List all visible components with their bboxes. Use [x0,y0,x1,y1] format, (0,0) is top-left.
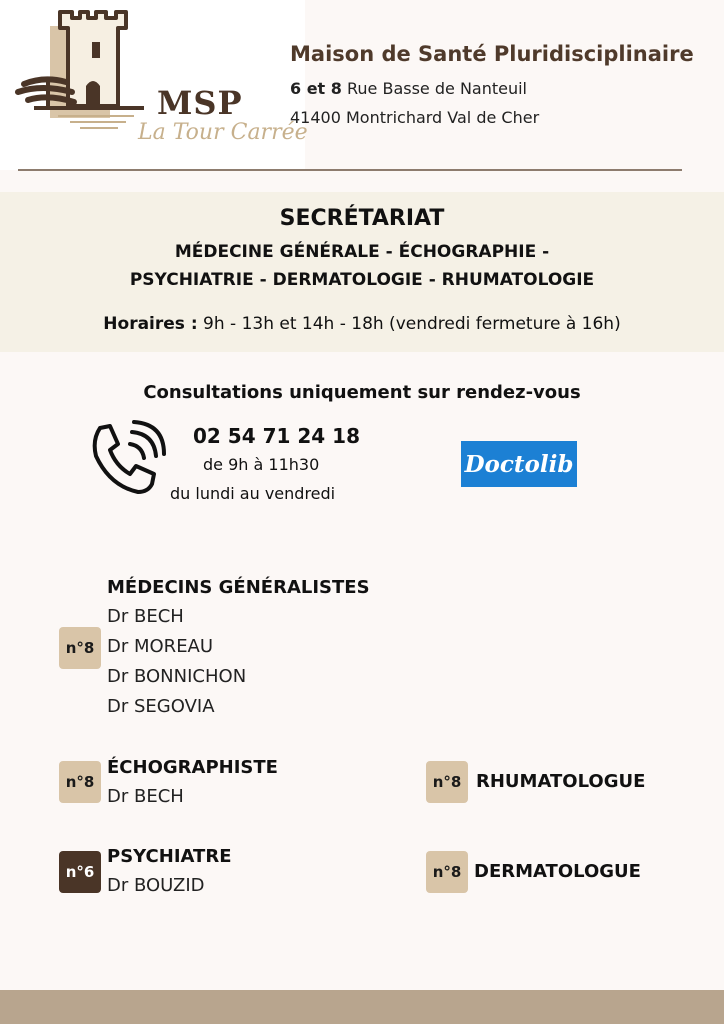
header-divider [18,169,682,171]
logo-subtitle: La Tour Carrée [138,120,308,145]
room-badge-generalistes: n°8 [59,627,101,669]
address-street-line [290,79,527,98]
logo-msp: MSP [157,84,243,122]
doctor-name: Dr MOREAU [107,636,214,657]
room-badge-psychiatre: n°6 [59,851,101,893]
clinic-name: Maison de Santé Pluridisciplinaire [290,42,694,66]
phone-days: du lundi au vendredi [170,484,336,503]
section-title-echographiste: ÉCHOGRAPHISTE [107,757,278,778]
footer-band [0,990,724,1024]
doctor-name: Dr SEGOVIA [107,696,215,717]
hours-label: Horaires : [103,314,198,334]
phone-number[interactable]: 02 54 71 24 18 [193,424,361,448]
doctolib-logo[interactable]: Doctolib [461,441,577,487]
doctor-name: Dr BECH [107,606,184,627]
address-street: Rue Basse de Nanteuil [347,79,527,98]
specialties-line2: PSYCHIATRIE - DERMATOLOGIE - RHUMATOLOGIE [129,270,595,290]
phone-icon [84,420,166,502]
address-city: 41400 Montrichard Val de Cher [290,108,540,127]
secretariat-title: SECRÉTARIAT [279,206,445,231]
room-badge-echographiste: n°8 [59,761,101,803]
doctor-name: Dr BECH [107,786,184,807]
appointment-note: Consultations uniquement sur rendez-vous [143,382,581,403]
opening-hours [0,314,724,334]
address-number: 6 et 8 [290,79,342,98]
phone-hours: de 9h à 11h30 [203,455,320,474]
hours-value: 9h - 13h et 14h - 18h (vendredi fermeture à 16h) [203,314,621,334]
section-title-dermatologue: DERMATOLOGUE [474,861,641,882]
section-title-rhumatologue: RHUMATOLOGUE [476,771,646,792]
section-title-generalistes: MÉDECINS GÉNÉRALISTES [107,577,370,598]
doctor-name: Dr BOUZID [107,875,205,896]
room-badge-rhumatologue: n°8 [426,761,468,803]
specialties-line1: MÉDECINE GÉNÉRALE - ÉCHOGRAPHIE - [174,242,550,262]
room-badge-dermatologue: n°8 [426,851,468,893]
doctor-name: Dr BONNICHON [107,666,247,687]
section-title-psychiatre: PSYCHIATRE [107,846,232,867]
